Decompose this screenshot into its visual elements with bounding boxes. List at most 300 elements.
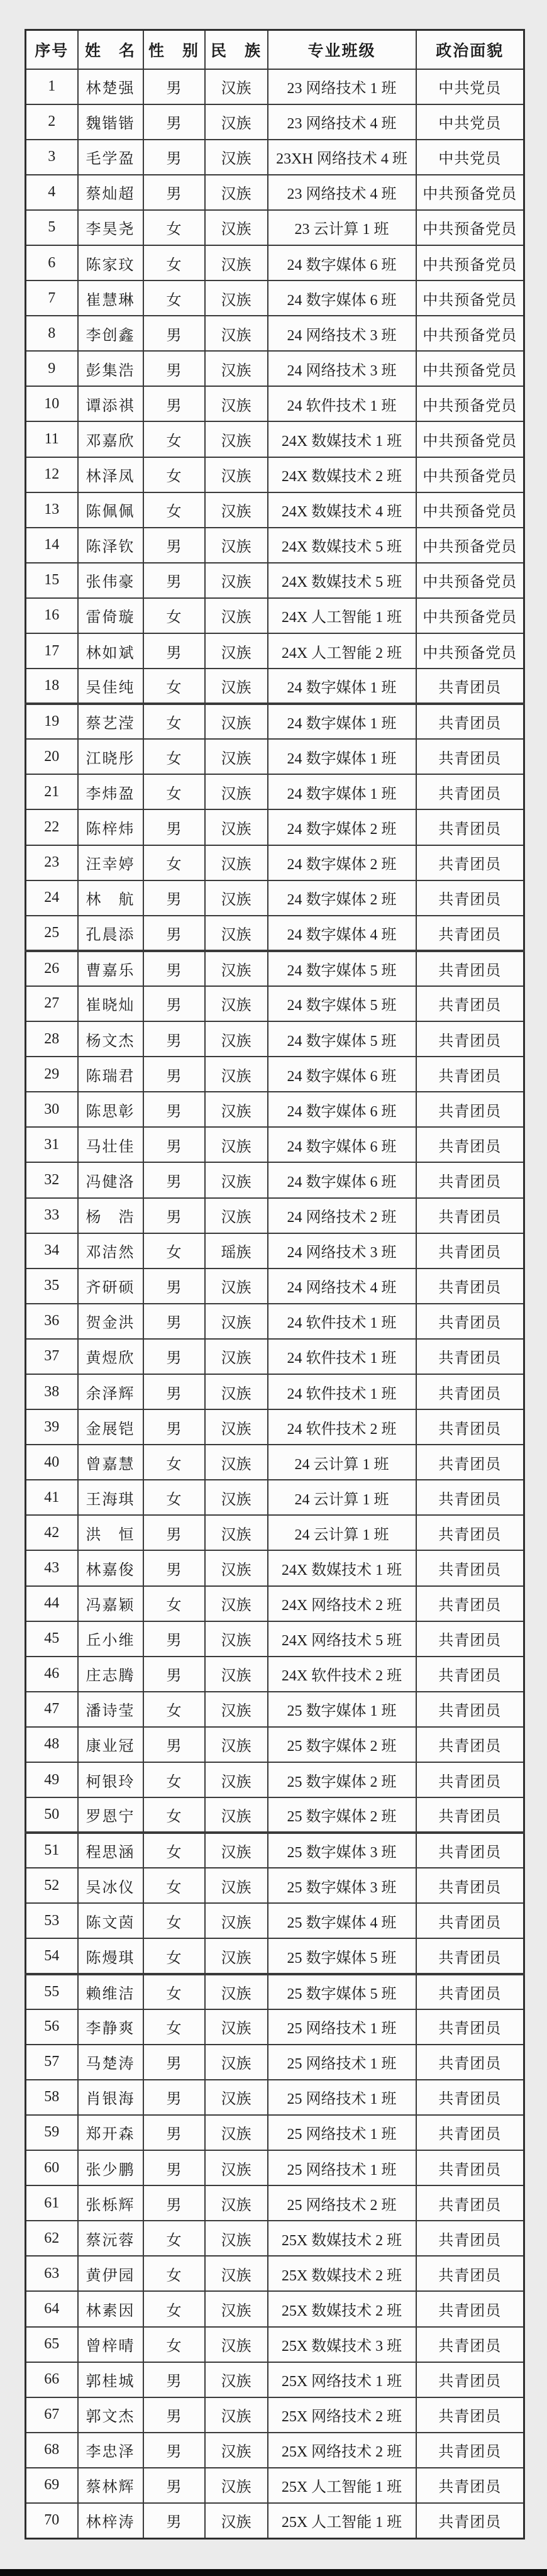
cell-class: 24X 数媒技术 5 班 bbox=[268, 563, 416, 598]
cell-class: 25 数字媒体 2 班 bbox=[268, 1727, 416, 1762]
cell-name: 肖银海 bbox=[78, 2080, 143, 2115]
cell-ethnicity: 汉族 bbox=[205, 1021, 268, 1057]
cell-name: 黄煜欣 bbox=[78, 1339, 143, 1374]
table-row bbox=[26, 739, 524, 774]
cell-status: 中共预备党员 bbox=[416, 175, 524, 210]
table-row bbox=[26, 774, 524, 809]
cell-ethnicity: 汉族 bbox=[205, 916, 268, 951]
cell-name: 蔡灿超 bbox=[78, 175, 143, 210]
cell-class: 23 网络技术 1 班 bbox=[268, 69, 416, 104]
cell-status: 中共党员 bbox=[416, 104, 524, 140]
cell-class: 24X 数媒技术 5 班 bbox=[268, 528, 416, 563]
cell-gender: 男 bbox=[143, 1021, 205, 1057]
table-row bbox=[26, 1550, 524, 1585]
cell-no: 51 bbox=[26, 1833, 78, 1868]
cell-status: 共青团员 bbox=[416, 2362, 524, 2397]
photo-bottom-edge bbox=[0, 2569, 547, 2576]
cell-status: 共青团员 bbox=[416, 986, 524, 1021]
cell-class: 25 数字媒体 3 班 bbox=[268, 1833, 416, 1868]
cell-status: 中共党员 bbox=[416, 140, 524, 175]
cell-gender: 男 bbox=[143, 1269, 205, 1304]
cell-name: 林嘉俊 bbox=[78, 1550, 143, 1585]
cell-no: 46 bbox=[26, 1657, 78, 1692]
cell-no: 35 bbox=[26, 1269, 78, 1304]
cell-gender: 男 bbox=[143, 1550, 205, 1585]
cell-gender: 男 bbox=[143, 1092, 205, 1127]
cell-class: 24 云计算 1 班 bbox=[268, 1480, 416, 1515]
cell-class: 24 数字媒体 1 班 bbox=[268, 739, 416, 774]
table-row bbox=[26, 1727, 524, 1762]
cell-status: 共青团员 bbox=[416, 1127, 524, 1162]
cell-name: 邓洁然 bbox=[78, 1233, 143, 1269]
table-row bbox=[26, 1586, 524, 1621]
cell-ethnicity: 汉族 bbox=[205, 1868, 268, 1903]
cell-name: 林如斌 bbox=[78, 633, 143, 669]
cell-gender: 女 bbox=[143, 598, 205, 633]
cell-status: 共青团员 bbox=[416, 2468, 524, 2503]
cell-ethnicity: 汉族 bbox=[205, 492, 268, 528]
cell-name: 谭添祺 bbox=[78, 386, 143, 421]
table-row bbox=[26, 2185, 524, 2221]
cell-gender: 女 bbox=[143, 1762, 205, 1797]
cell-no: 64 bbox=[26, 2291, 78, 2326]
cell-status: 共青团员 bbox=[416, 2327, 524, 2362]
cell-gender: 男 bbox=[143, 1304, 205, 1339]
cell-name: 郭文杰 bbox=[78, 2397, 143, 2433]
cell-class: 24 数字媒体 2 班 bbox=[268, 809, 416, 845]
cell-class: 24 软件技术 1 班 bbox=[268, 1304, 416, 1339]
cell-status: 共青团员 bbox=[416, 2256, 524, 2291]
table-row bbox=[26, 1445, 524, 1480]
cell-ethnicity: 汉族 bbox=[205, 421, 268, 457]
cell-gender: 男 bbox=[143, 1374, 205, 1409]
cell-no: 32 bbox=[26, 1162, 78, 1197]
table-row bbox=[26, 598, 524, 633]
cell-status: 共青团员 bbox=[416, 1162, 524, 1197]
cell-no: 37 bbox=[26, 1339, 78, 1374]
cell-status: 共青团员 bbox=[416, 2115, 524, 2150]
cell-name: 齐研硕 bbox=[78, 1269, 143, 1304]
cell-name: 陈文茵 bbox=[78, 1903, 143, 1938]
table-row bbox=[26, 1692, 524, 1727]
table-row bbox=[26, 2045, 524, 2080]
cell-ethnicity: 汉族 bbox=[205, 2185, 268, 2221]
table-row bbox=[26, 951, 524, 986]
cell-class: 25X 网络技术 1 班 bbox=[268, 2362, 416, 2397]
cell-status: 共青团员 bbox=[416, 1903, 524, 1938]
cell-ethnicity: 汉族 bbox=[205, 175, 268, 210]
cell-gender: 女 bbox=[143, 1974, 205, 2009]
cell-ethnicity: 汉族 bbox=[205, 1621, 268, 1657]
cell-no: 48 bbox=[26, 1727, 78, 1762]
cell-status: 中共预备党员 bbox=[416, 316, 524, 351]
cell-ethnicity: 汉族 bbox=[205, 1269, 268, 1304]
cell-no: 61 bbox=[26, 2185, 78, 2221]
cell-no: 66 bbox=[26, 2362, 78, 2397]
cell-name: 张栎辉 bbox=[78, 2185, 143, 2221]
cell-gender: 男 bbox=[143, 809, 205, 845]
cell-no: 50 bbox=[26, 1797, 78, 1833]
table-row bbox=[26, 1833, 524, 1868]
cell-gender: 女 bbox=[143, 1480, 205, 1515]
cell-name: 汪幸婷 bbox=[78, 845, 143, 880]
table-row bbox=[26, 1269, 524, 1304]
cell-class: 24 软件技术 1 班 bbox=[268, 1374, 416, 1409]
cell-class: 25 网络技术 1 班 bbox=[268, 2080, 416, 2115]
cell-class: 24 网络技术 3 班 bbox=[268, 1233, 416, 1269]
cell-class: 25X 数媒技术 3 班 bbox=[268, 2327, 416, 2362]
cell-ethnicity: 汉族 bbox=[205, 1762, 268, 1797]
cell-class: 25 数字媒体 5 班 bbox=[268, 1938, 416, 1974]
table-row bbox=[26, 528, 524, 563]
cell-name: 吴佳纯 bbox=[78, 669, 143, 704]
cell-no: 28 bbox=[26, 1021, 78, 1057]
cell-gender: 男 bbox=[143, 951, 205, 986]
cell-class: 25 网络技术 2 班 bbox=[268, 2185, 416, 2221]
cell-name: 陈思彰 bbox=[78, 1092, 143, 1127]
table-row bbox=[26, 809, 524, 845]
cell-class: 23 网络技术 4 班 bbox=[268, 175, 416, 210]
cell-class: 24 数字媒体 6 班 bbox=[268, 245, 416, 280]
table-row bbox=[26, 563, 524, 598]
cell-name: 潘诗莹 bbox=[78, 1692, 143, 1727]
cell-class: 23 云计算 1 班 bbox=[268, 210, 416, 245]
cell-gender: 男 bbox=[143, 1621, 205, 1657]
cell-name: 崔晓灿 bbox=[78, 986, 143, 1021]
cell-class: 24 数字媒体 1 班 bbox=[268, 669, 416, 704]
header-name: 姓 名 bbox=[78, 30, 143, 69]
cell-gender: 女 bbox=[143, 1586, 205, 1621]
cell-no: 67 bbox=[26, 2397, 78, 2433]
cell-class: 25X 人工智能 1 班 bbox=[268, 2468, 416, 2503]
cell-name: 林楚强 bbox=[78, 69, 143, 104]
cell-status: 共青团员 bbox=[416, 880, 524, 916]
cell-class: 24 数字媒体 6 班 bbox=[268, 1127, 416, 1162]
cell-no: 55 bbox=[26, 1974, 78, 2009]
cell-name: 丘小维 bbox=[78, 1621, 143, 1657]
cell-name: 黄伊园 bbox=[78, 2256, 143, 2291]
cell-status: 共青团员 bbox=[416, 1480, 524, 1515]
cell-no: 13 bbox=[26, 492, 78, 528]
cell-ethnicity: 汉族 bbox=[205, 1127, 268, 1162]
cell-name: 冯嘉颖 bbox=[78, 1586, 143, 1621]
table-row bbox=[26, 2150, 524, 2185]
cell-ethnicity: 汉族 bbox=[205, 2150, 268, 2185]
cell-ethnicity: 汉族 bbox=[205, 528, 268, 563]
cell-no: 14 bbox=[26, 528, 78, 563]
cell-status: 共青团员 bbox=[416, 1550, 524, 1585]
cell-ethnicity: 瑶族 bbox=[205, 1233, 268, 1269]
cell-gender: 男 bbox=[143, 1339, 205, 1374]
cell-class: 24 网络技术 4 班 bbox=[268, 1269, 416, 1304]
cell-status: 共青团员 bbox=[416, 2009, 524, 2045]
table-row bbox=[26, 669, 524, 704]
cell-ethnicity: 汉族 bbox=[205, 2221, 268, 2256]
cell-gender: 女 bbox=[143, 1445, 205, 1480]
cell-gender: 男 bbox=[143, 351, 205, 386]
cell-name: 金展铠 bbox=[78, 1409, 143, 1445]
cell-gender: 女 bbox=[143, 2291, 205, 2326]
cell-no: 24 bbox=[26, 880, 78, 916]
cell-name: 李昊尧 bbox=[78, 210, 143, 245]
table-row bbox=[26, 704, 524, 739]
cell-status: 共青团员 bbox=[416, 1657, 524, 1692]
table-row bbox=[26, 1162, 524, 1197]
table-row bbox=[26, 492, 524, 528]
cell-class: 25 网络技术 1 班 bbox=[268, 2150, 416, 2185]
cell-ethnicity: 汉族 bbox=[205, 1657, 268, 1692]
cell-class: 24X 人工智能 1 班 bbox=[268, 598, 416, 633]
table-row bbox=[26, 916, 524, 951]
cell-status: 中共党员 bbox=[416, 69, 524, 104]
cell-gender: 女 bbox=[143, 739, 205, 774]
cell-name: 曾梓晴 bbox=[78, 2327, 143, 2362]
cell-name: 洪 恒 bbox=[78, 1515, 143, 1550]
cell-gender: 男 bbox=[143, 2468, 205, 2503]
cell-class: 24X 数媒技术 1 班 bbox=[268, 1550, 416, 1585]
cell-class: 25 网络技术 1 班 bbox=[268, 2045, 416, 2080]
cell-ethnicity: 汉族 bbox=[205, 1938, 268, 1974]
cell-gender: 女 bbox=[143, 1833, 205, 1868]
cell-ethnicity: 汉族 bbox=[205, 69, 268, 104]
cell-ethnicity: 汉族 bbox=[205, 563, 268, 598]
cell-ethnicity: 汉族 bbox=[205, 316, 268, 351]
cell-ethnicity: 汉族 bbox=[205, 1727, 268, 1762]
cell-ethnicity: 汉族 bbox=[205, 845, 268, 880]
cell-ethnicity: 汉族 bbox=[205, 774, 268, 809]
cell-status: 共青团员 bbox=[416, 1374, 524, 1409]
table-row bbox=[26, 1903, 524, 1938]
cell-gender: 女 bbox=[143, 669, 205, 704]
cell-ethnicity: 汉族 bbox=[205, 1515, 268, 1550]
cell-status: 共青团员 bbox=[416, 845, 524, 880]
cell-status: 共青团员 bbox=[416, 2433, 524, 2468]
cell-ethnicity: 汉族 bbox=[205, 2009, 268, 2045]
cell-gender: 男 bbox=[143, 2362, 205, 2397]
cell-class: 24 数字媒体 6 班 bbox=[268, 1057, 416, 1092]
cell-no: 2 bbox=[26, 104, 78, 140]
cell-status: 共青团员 bbox=[416, 704, 524, 739]
cell-ethnicity: 汉族 bbox=[205, 2327, 268, 2362]
student-roster-table bbox=[25, 29, 525, 2540]
cell-ethnicity: 汉族 bbox=[205, 986, 268, 1021]
cell-ethnicity: 汉族 bbox=[205, 1903, 268, 1938]
cell-class: 23XH 网络技术 4 班 bbox=[268, 140, 416, 175]
cell-name: 崔慧琳 bbox=[78, 280, 143, 316]
cell-ethnicity: 汉族 bbox=[205, 2503, 268, 2538]
cell-gender: 男 bbox=[143, 1657, 205, 1692]
cell-name: 杨文杰 bbox=[78, 1021, 143, 1057]
cell-class: 24 云计算 1 班 bbox=[268, 1515, 416, 1550]
cell-status: 共青团员 bbox=[416, 2185, 524, 2221]
cell-ethnicity: 汉族 bbox=[205, 2397, 268, 2433]
cell-gender: 女 bbox=[143, 1903, 205, 1938]
cell-ethnicity: 汉族 bbox=[205, 1057, 268, 1092]
cell-name: 李静爽 bbox=[78, 2009, 143, 2045]
cell-no: 41 bbox=[26, 1480, 78, 1515]
cell-no: 49 bbox=[26, 1762, 78, 1797]
cell-class: 24X 网络技术 5 班 bbox=[268, 1621, 416, 1657]
cell-status: 共青团员 bbox=[416, 951, 524, 986]
cell-status: 中共预备党员 bbox=[416, 528, 524, 563]
cell-gender: 男 bbox=[143, 1515, 205, 1550]
cell-name: 邓嘉欣 bbox=[78, 421, 143, 457]
cell-no: 56 bbox=[26, 2009, 78, 2045]
table-row bbox=[26, 1974, 524, 2009]
cell-gender: 女 bbox=[143, 2327, 205, 2362]
header-row bbox=[26, 30, 524, 69]
cell-class: 25X 数媒技术 2 班 bbox=[268, 2221, 416, 2256]
table-row bbox=[26, 2080, 524, 2115]
cell-no: 54 bbox=[26, 1938, 78, 1974]
cell-status: 中共预备党员 bbox=[416, 598, 524, 633]
cell-name: 林梓涛 bbox=[78, 2503, 143, 2538]
cell-no: 47 bbox=[26, 1692, 78, 1727]
cell-gender: 男 bbox=[143, 916, 205, 951]
cell-ethnicity: 汉族 bbox=[205, 2045, 268, 2080]
header-gender: 性 别 bbox=[143, 30, 205, 69]
cell-name: 张伟豪 bbox=[78, 563, 143, 598]
cell-class: 24 数字媒体 4 班 bbox=[268, 916, 416, 951]
header-political-status: 政治面貌 bbox=[416, 30, 524, 69]
table-row bbox=[26, 1304, 524, 1339]
cell-name: 陈佩佩 bbox=[78, 492, 143, 528]
cell-gender: 女 bbox=[143, 2221, 205, 2256]
cell-class: 24 软件技术 1 班 bbox=[268, 386, 416, 421]
cell-no: 44 bbox=[26, 1586, 78, 1621]
cell-gender: 男 bbox=[143, 880, 205, 916]
cell-no: 6 bbox=[26, 245, 78, 280]
cell-gender: 女 bbox=[143, 457, 205, 492]
cell-status: 中共预备党员 bbox=[416, 633, 524, 669]
cell-status: 共青团员 bbox=[416, 1339, 524, 1374]
cell-name: 孔晨添 bbox=[78, 916, 143, 951]
cell-name: 魏锴锴 bbox=[78, 104, 143, 140]
cell-status: 中共预备党员 bbox=[416, 563, 524, 598]
cell-status: 共青团员 bbox=[416, 916, 524, 951]
table-row bbox=[26, 386, 524, 421]
table-row bbox=[26, 69, 524, 104]
cell-no: 16 bbox=[26, 598, 78, 633]
cell-name: 王海琪 bbox=[78, 1480, 143, 1515]
cell-no: 38 bbox=[26, 1374, 78, 1409]
table-row bbox=[26, 245, 524, 280]
cell-class: 25X 网络技术 2 班 bbox=[268, 2397, 416, 2433]
cell-class: 24 数字媒体 6 班 bbox=[268, 280, 416, 316]
table-row bbox=[26, 2503, 524, 2538]
cell-class: 25 数字媒体 2 班 bbox=[268, 1762, 416, 1797]
cell-name: 陈熳琪 bbox=[78, 1938, 143, 1974]
table-row bbox=[26, 1233, 524, 1269]
cell-no: 42 bbox=[26, 1515, 78, 1550]
cell-name: 曹嘉乐 bbox=[78, 951, 143, 986]
cell-ethnicity: 汉族 bbox=[205, 739, 268, 774]
cell-name: 陈梓炜 bbox=[78, 809, 143, 845]
cell-class: 25 网络技术 1 班 bbox=[268, 2115, 416, 2150]
cell-status: 共青团员 bbox=[416, 1586, 524, 1621]
cell-no: 60 bbox=[26, 2150, 78, 2185]
cell-no: 1 bbox=[26, 69, 78, 104]
cell-class: 25 数字媒体 3 班 bbox=[268, 1868, 416, 1903]
cell-no: 39 bbox=[26, 1409, 78, 1445]
table-row bbox=[26, 1198, 524, 1233]
cell-name: 马楚涛 bbox=[78, 2045, 143, 2080]
table-row bbox=[26, 104, 524, 140]
cell-ethnicity: 汉族 bbox=[205, 1092, 268, 1127]
cell-gender: 女 bbox=[143, 704, 205, 739]
table-row bbox=[26, 880, 524, 916]
cell-ethnicity: 汉族 bbox=[205, 1586, 268, 1621]
cell-no: 21 bbox=[26, 774, 78, 809]
cell-name: 蔡沅蓉 bbox=[78, 2221, 143, 2256]
cell-status: 共青团员 bbox=[416, 2291, 524, 2326]
cell-no: 68 bbox=[26, 2433, 78, 2468]
cell-status: 中共预备党员 bbox=[416, 280, 524, 316]
cell-gender: 女 bbox=[143, 280, 205, 316]
cell-status: 共青团员 bbox=[416, 1762, 524, 1797]
table-row bbox=[26, 1374, 524, 1409]
cell-ethnicity: 汉族 bbox=[205, 2362, 268, 2397]
cell-status: 共青团员 bbox=[416, 1938, 524, 1974]
cell-gender: 女 bbox=[143, 774, 205, 809]
cell-name: 罗恩宁 bbox=[78, 1797, 143, 1833]
cell-ethnicity: 汉族 bbox=[205, 280, 268, 316]
cell-gender: 男 bbox=[143, 2185, 205, 2221]
cell-ethnicity: 汉族 bbox=[205, 704, 268, 739]
cell-status: 共青团员 bbox=[416, 1445, 524, 1480]
table-body bbox=[26, 69, 524, 2539]
table-row bbox=[26, 1127, 524, 1162]
cell-ethnicity: 汉族 bbox=[205, 2468, 268, 2503]
cell-gender: 男 bbox=[143, 175, 205, 210]
cell-no: 27 bbox=[26, 986, 78, 1021]
cell-class: 24X 软件技术 2 班 bbox=[268, 1657, 416, 1692]
cell-status: 共青团员 bbox=[416, 739, 524, 774]
cell-gender: 女 bbox=[143, 1233, 205, 1269]
cell-no: 10 bbox=[26, 386, 78, 421]
cell-no: 45 bbox=[26, 1621, 78, 1657]
table-row bbox=[26, 280, 524, 316]
cell-class: 24X 网络技术 2 班 bbox=[268, 1586, 416, 1621]
cell-class: 24 网络技术 2 班 bbox=[268, 1198, 416, 1233]
cell-ethnicity: 汉族 bbox=[205, 2080, 268, 2115]
cell-no: 30 bbox=[26, 1092, 78, 1127]
cell-name: 雷倚璇 bbox=[78, 598, 143, 633]
cell-class: 24 云计算 1 班 bbox=[268, 1445, 416, 1480]
cell-status: 共青团员 bbox=[416, 2503, 524, 2538]
table-row bbox=[26, 140, 524, 175]
cell-status: 中共预备党员 bbox=[416, 421, 524, 457]
cell-class: 24 数字媒体 6 班 bbox=[268, 1092, 416, 1127]
cell-no: 18 bbox=[26, 669, 78, 704]
cell-ethnicity: 汉族 bbox=[205, 1692, 268, 1727]
cell-name: 李忠泽 bbox=[78, 2433, 143, 2468]
table-row bbox=[26, 1339, 524, 1374]
cell-no: 57 bbox=[26, 2045, 78, 2080]
cell-class: 24X 人工智能 2 班 bbox=[268, 633, 416, 669]
table-header bbox=[26, 30, 524, 69]
cell-ethnicity: 汉族 bbox=[205, 104, 268, 140]
header-major-class: 专业班级 bbox=[268, 30, 416, 69]
table-row bbox=[26, 2433, 524, 2468]
cell-ethnicity: 汉族 bbox=[205, 1480, 268, 1515]
cell-name: 林 航 bbox=[78, 880, 143, 916]
cell-ethnicity: 汉族 bbox=[205, 140, 268, 175]
cell-class: 24 数字媒体 5 班 bbox=[268, 1021, 416, 1057]
cell-no: 33 bbox=[26, 1198, 78, 1233]
cell-ethnicity: 汉族 bbox=[205, 1833, 268, 1868]
cell-name: 毛学盈 bbox=[78, 140, 143, 175]
